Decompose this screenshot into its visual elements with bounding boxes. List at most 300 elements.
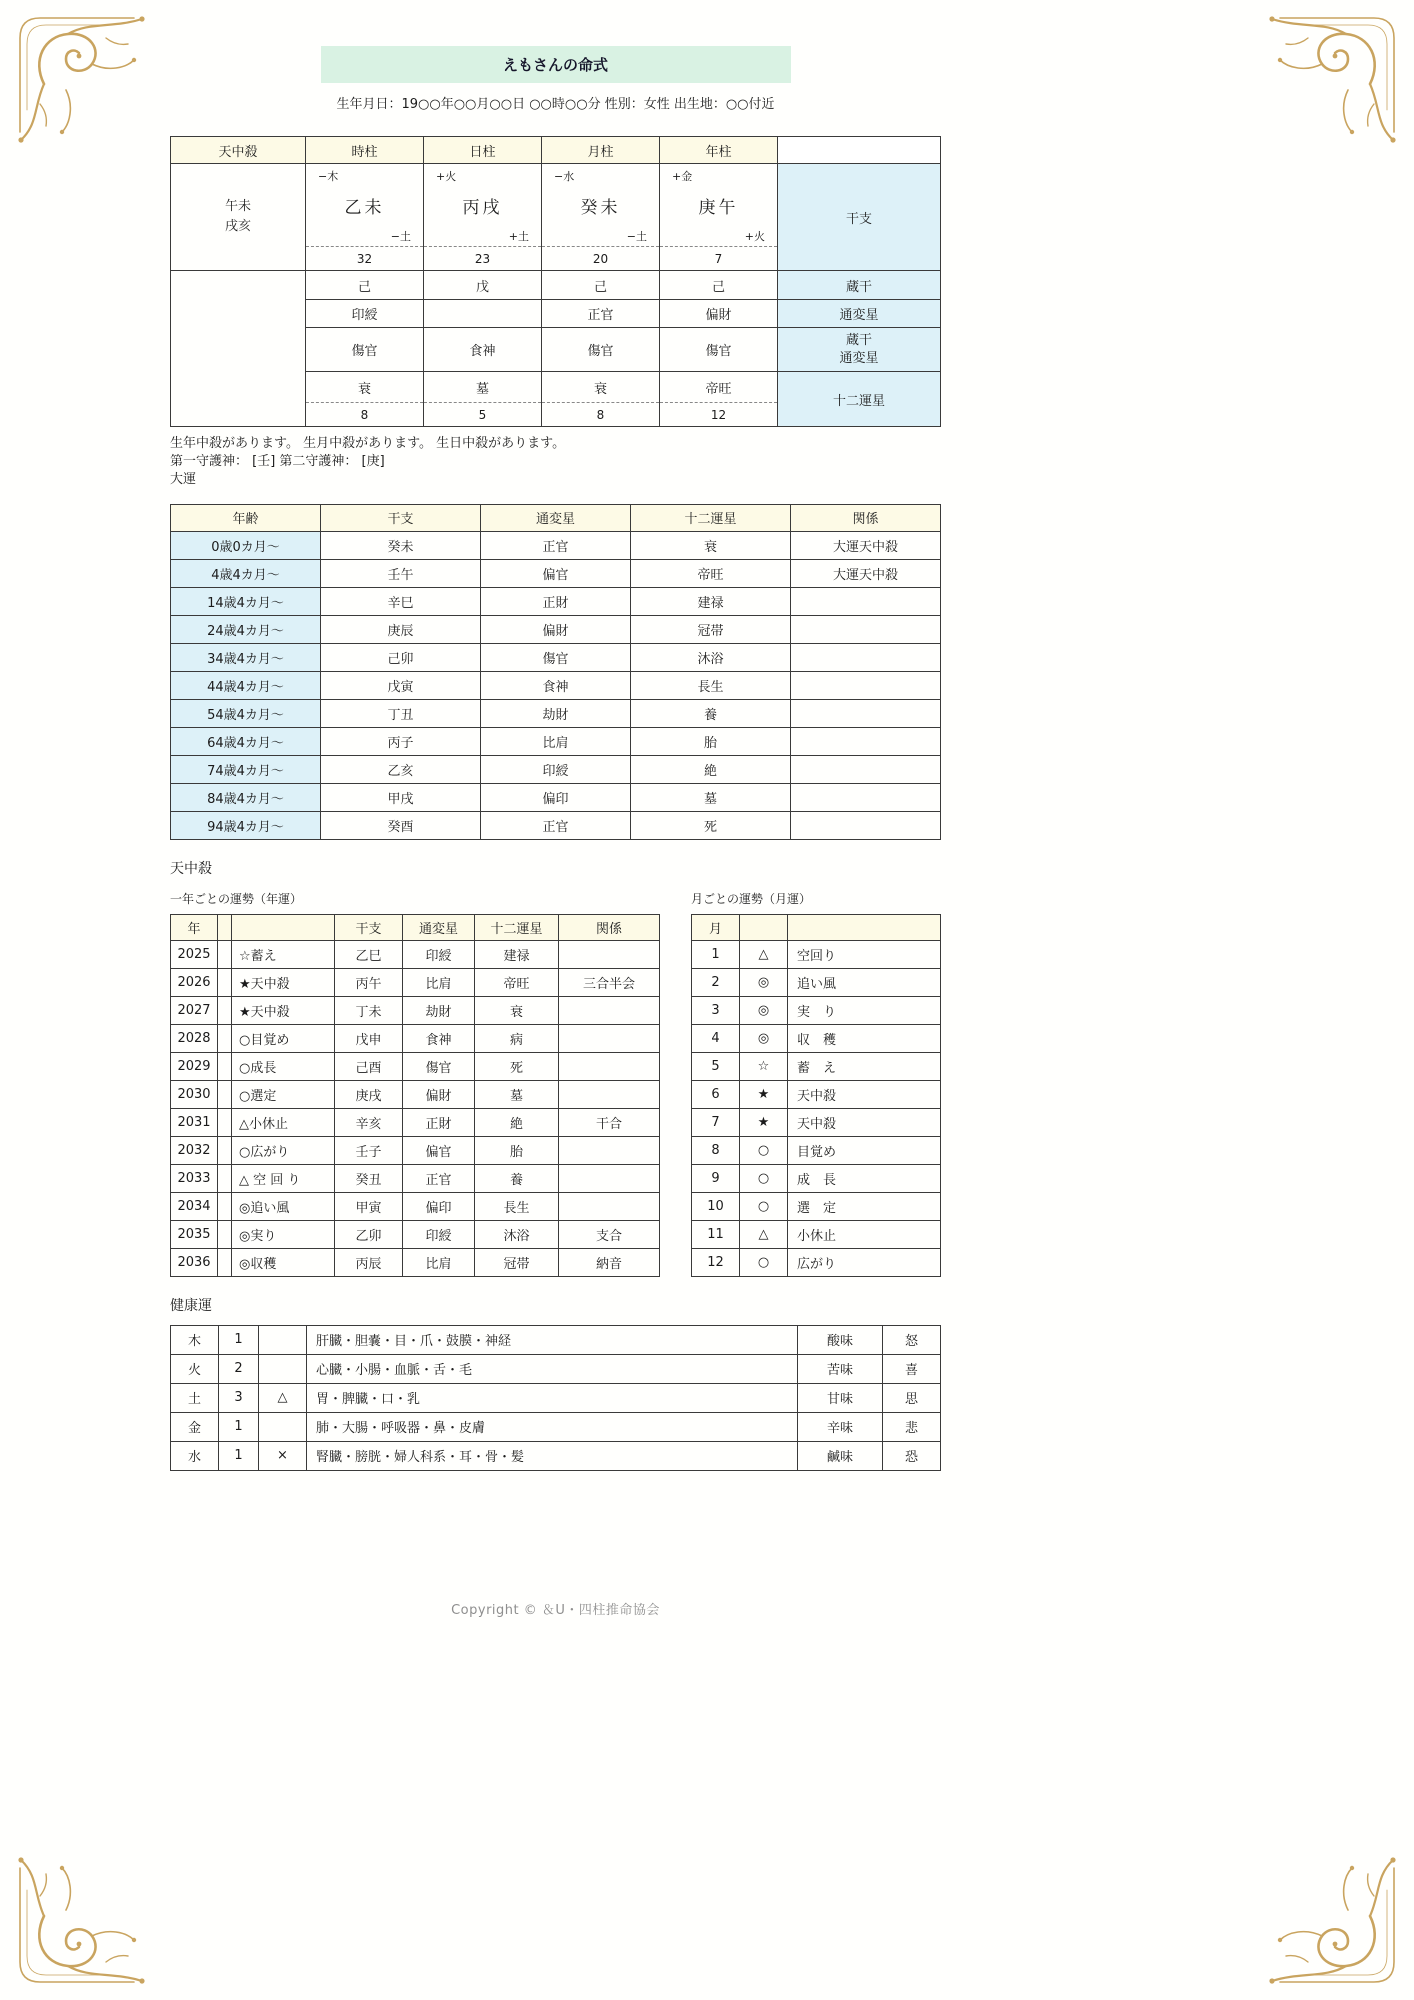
taiun-table bbox=[170, 504, 941, 840]
tenchusatsu-line: 午未 bbox=[224, 198, 251, 214]
meishiki-stem-row bbox=[171, 164, 941, 247]
nenun-cell: 2025 bbox=[171, 940, 218, 968]
nenun-cell bbox=[218, 996, 232, 1024]
zokan-tsuhensei-value: 傷官 bbox=[660, 328, 778, 372]
corner-ornament-icon bbox=[1250, 12, 1400, 162]
nenun-cell: 衰 bbox=[475, 996, 559, 1024]
taiun-cell bbox=[791, 783, 941, 811]
taiun-header-cell: 年齢 bbox=[171, 504, 321, 531]
taiun-cell: 偏財 bbox=[481, 615, 631, 643]
nenun-cell bbox=[218, 1192, 232, 1220]
taiun-cell: 傷官 bbox=[481, 643, 631, 671]
nenun-cell: 絶 bbox=[475, 1108, 559, 1136]
taiun-cell: 丙子 bbox=[321, 727, 481, 755]
kenko-row bbox=[171, 1383, 941, 1412]
nenun-cell: 胎 bbox=[475, 1136, 559, 1164]
nenun-cell: 墓 bbox=[475, 1080, 559, 1108]
pillar-score: 7 bbox=[660, 247, 778, 271]
taiun-cell bbox=[791, 755, 941, 783]
nenun-cell: 傷官 bbox=[403, 1052, 475, 1080]
kenko-cell: 木 bbox=[171, 1325, 219, 1354]
nenun-cell bbox=[559, 1192, 660, 1220]
taiun-header-cell: 干支 bbox=[321, 504, 481, 531]
nenun-cell: 2030 bbox=[171, 1080, 218, 1108]
taiun-cell bbox=[791, 643, 941, 671]
taiun-cell: 4歳4カ月〜 bbox=[171, 559, 321, 587]
nenun-cell: 2033 bbox=[171, 1164, 218, 1192]
nenun-cell: 2026 bbox=[171, 968, 218, 996]
stem-branch: 乙未 bbox=[344, 198, 385, 218]
nenun-row bbox=[171, 1192, 660, 1220]
corner-ornament-icon bbox=[14, 12, 164, 162]
nenun-row bbox=[171, 1024, 660, 1052]
taiun-cell: 34歳4カ月〜 bbox=[171, 643, 321, 671]
corner-ornament-icon bbox=[14, 1838, 164, 1988]
taiun-cell: 正財 bbox=[481, 587, 631, 615]
zokan-tsuhensei-value: 食神 bbox=[424, 328, 542, 372]
taiun-cell: 辛巳 bbox=[321, 587, 481, 615]
taiun-cell: 0歳0カ月〜 bbox=[171, 531, 321, 559]
nenun-cell bbox=[218, 1164, 232, 1192]
taiun-row bbox=[171, 671, 941, 699]
element-sign: +土 bbox=[508, 230, 529, 243]
getsuun-cell: 選 定 bbox=[788, 1192, 941, 1220]
getsuun-cell: ○ bbox=[740, 1136, 788, 1164]
nenun-header-cell: 関係 bbox=[559, 914, 660, 940]
nenun-header-cell: 通変星 bbox=[403, 914, 475, 940]
nenun-cell: 偏官 bbox=[403, 1136, 475, 1164]
taiun-row bbox=[171, 531, 941, 559]
getsuun-cell: ★ bbox=[740, 1108, 788, 1136]
getsuun-cell: 目覚め bbox=[788, 1136, 941, 1164]
getsuun-cell: ○ bbox=[740, 1248, 788, 1276]
taiun-row bbox=[171, 755, 941, 783]
meishiki-zokan-row bbox=[171, 271, 941, 300]
nenun-cell: 三合半会 bbox=[559, 968, 660, 996]
taiun-cell: 胎 bbox=[631, 727, 791, 755]
getsuun-header-cell bbox=[788, 914, 941, 940]
nenun-cell: ○選定 bbox=[232, 1080, 335, 1108]
taiun-cell: 沐浴 bbox=[631, 643, 791, 671]
kenko-cell: 辛味 bbox=[798, 1412, 883, 1441]
nenun-cell: ★天中殺 bbox=[232, 996, 335, 1024]
nenun-table bbox=[170, 914, 660, 1277]
nenun-cell: 乙巳 bbox=[335, 940, 403, 968]
getsuun-header-cell: 月 bbox=[692, 914, 740, 940]
getsuun-cell: 7 bbox=[692, 1108, 740, 1136]
taiun-cell: 庚辰 bbox=[321, 615, 481, 643]
getsuun-cell: 8 bbox=[692, 1136, 740, 1164]
row-label-zokan-tsuhensei bbox=[778, 328, 941, 372]
element-sign: +火 bbox=[744, 230, 765, 243]
nenun-cell: 死 bbox=[475, 1052, 559, 1080]
kenko-cell bbox=[259, 1354, 307, 1383]
element-sign: −木 bbox=[318, 170, 339, 183]
taiun-cell: 偏印 bbox=[481, 783, 631, 811]
kenko-cell: 甘味 bbox=[798, 1383, 883, 1412]
getsuun-cell: 3 bbox=[692, 996, 740, 1024]
nenun-cell: 2028 bbox=[171, 1024, 218, 1052]
getsuun-cell: 実 り bbox=[788, 996, 941, 1024]
taiun-cell: 死 bbox=[631, 811, 791, 839]
taiun-row bbox=[171, 811, 941, 839]
meishiki-header-month-pillar: 月柱 bbox=[542, 137, 660, 164]
nenun-cell bbox=[559, 1024, 660, 1052]
nenun-cell bbox=[559, 1136, 660, 1164]
row-label-junisei: 十二運星 bbox=[778, 372, 941, 427]
meishiki-header-row bbox=[171, 137, 941, 164]
pillar-cell-day bbox=[424, 164, 542, 247]
getsuun-row bbox=[692, 1052, 941, 1080]
kenko-cell: 火 bbox=[171, 1354, 219, 1383]
nenun-cell: 養 bbox=[475, 1164, 559, 1192]
kenko-cell: 腎臓・膀胱・婦人科系・耳・骨・髪 bbox=[307, 1441, 798, 1470]
kenko-section-heading: 健康運 bbox=[170, 1297, 212, 1314]
page-title: えもさんの命式 bbox=[321, 46, 791, 83]
getsuun-cell: 空回り bbox=[788, 940, 941, 968]
getsuun-cell: 収 穫 bbox=[788, 1024, 941, 1052]
element-sign: +金 bbox=[672, 170, 693, 183]
taiun-heading: 大運 bbox=[170, 472, 197, 488]
kenko-cell: 心臓・小腸・血脈・舌・毛 bbox=[307, 1354, 798, 1383]
nenun-row bbox=[171, 1164, 660, 1192]
taiun-cell: 印綬 bbox=[481, 755, 631, 783]
tsuhensei-value: 偏財 bbox=[660, 300, 778, 328]
nenun-cell bbox=[218, 1080, 232, 1108]
kenko-cell: 土 bbox=[171, 1383, 219, 1412]
kenko-cell: 鹹味 bbox=[798, 1441, 883, 1470]
kenko-cell: 肺・大腸・呼吸器・鼻・皮膚 bbox=[307, 1412, 798, 1441]
nenun-cell bbox=[218, 968, 232, 996]
kenko-row bbox=[171, 1325, 941, 1354]
nenun-cell: 沐浴 bbox=[475, 1220, 559, 1248]
nenun-cell bbox=[218, 940, 232, 968]
getsuun-row bbox=[692, 1248, 941, 1276]
tenchusatsu-value-cell bbox=[171, 164, 306, 271]
kenko-row bbox=[171, 1354, 941, 1383]
nenun-cell: 劫財 bbox=[403, 996, 475, 1024]
getsuun-cell: 成 長 bbox=[788, 1164, 941, 1192]
nenun-header-cell bbox=[232, 914, 335, 940]
getsuun-cell: 小休止 bbox=[788, 1220, 941, 1248]
taiun-cell: 大運天中殺 bbox=[791, 559, 941, 587]
pillar-cell-year bbox=[660, 164, 778, 247]
zokan-value: 己 bbox=[306, 271, 424, 300]
nenun-cell: 2036 bbox=[171, 1248, 218, 1276]
nenun-row bbox=[171, 1052, 660, 1080]
nenun-cell: 納音 bbox=[559, 1248, 660, 1276]
getsuun-cell: ○ bbox=[740, 1164, 788, 1192]
pillar-score: 32 bbox=[306, 247, 424, 271]
taiun-row bbox=[171, 783, 941, 811]
tenchusatsu-line: 戌亥 bbox=[224, 219, 251, 234]
getsuun-cell: 2 bbox=[692, 968, 740, 996]
copyright-footer: Copyright © ＆U・四柱推命協会 bbox=[451, 1602, 660, 1618]
notes-block bbox=[170, 435, 941, 490]
getsuun-cell: 1 bbox=[692, 940, 740, 968]
junisei-score: 5 bbox=[424, 403, 542, 427]
nenun-row bbox=[171, 996, 660, 1024]
kenko-cell: 胃・脾臓・口・乳 bbox=[307, 1383, 798, 1412]
getsuun-cell: 11 bbox=[692, 1220, 740, 1248]
taiun-cell: 甲戌 bbox=[321, 783, 481, 811]
getsuun-cell: 4 bbox=[692, 1024, 740, 1052]
taiun-row bbox=[171, 727, 941, 755]
getsuun-caption: 月ごとの運勢（月運） bbox=[691, 891, 812, 906]
zokan-tsuhensei-value: 傷官 bbox=[542, 328, 660, 372]
nenun-row bbox=[171, 968, 660, 996]
note-chusatsu: 生年中殺があります。 生月中殺があります。 生日中殺があります。 bbox=[170, 436, 566, 451]
junisei-value: 墓 bbox=[424, 372, 542, 403]
taiun-cell: 丁丑 bbox=[321, 699, 481, 727]
kenko-cell: 怒 bbox=[883, 1325, 941, 1354]
taiun-header-cell: 十二運星 bbox=[631, 504, 791, 531]
nenun-cell bbox=[218, 1024, 232, 1052]
taiun-header-row bbox=[171, 504, 941, 531]
element-sign: −土 bbox=[390, 230, 411, 243]
taiun-cell: 74歳4カ月〜 bbox=[171, 755, 321, 783]
taiun-cell: 癸未 bbox=[321, 531, 481, 559]
getsuun-cell: 広がり bbox=[788, 1248, 941, 1276]
row-label-tsuhensei: 通変星 bbox=[778, 300, 941, 328]
nenun-cell: △小休止 bbox=[232, 1108, 335, 1136]
kenko-cell: 恐 bbox=[883, 1441, 941, 1470]
taiun-cell: 乙亥 bbox=[321, 755, 481, 783]
nenun-cell: 印綬 bbox=[403, 940, 475, 968]
nenun-cell bbox=[559, 1080, 660, 1108]
nenun-cell: 偏印 bbox=[403, 1192, 475, 1220]
taiun-cell bbox=[791, 811, 941, 839]
getsuun-cell: 蓄 え bbox=[788, 1052, 941, 1080]
taiun-cell: 衰 bbox=[631, 531, 791, 559]
getsuun-row bbox=[692, 940, 941, 968]
nenun-cell: 病 bbox=[475, 1024, 559, 1052]
getsuun-cell: 10 bbox=[692, 1192, 740, 1220]
taiun-cell: 24歳4カ月〜 bbox=[171, 615, 321, 643]
element-sign: +火 bbox=[436, 170, 457, 183]
junisei-score: 8 bbox=[306, 403, 424, 427]
nenun-cell: 比肩 bbox=[403, 968, 475, 996]
nenun-cell: 長生 bbox=[475, 1192, 559, 1220]
nenun-cell: △ 空 回 り bbox=[232, 1164, 335, 1192]
kenko-cell: 苦味 bbox=[798, 1354, 883, 1383]
meishiki-header-year-pillar: 年柱 bbox=[660, 137, 778, 164]
nenun-header-row bbox=[171, 914, 660, 940]
junisei-value: 帝旺 bbox=[660, 372, 778, 403]
nenun-cell: 戊申 bbox=[335, 1024, 403, 1052]
nenun-cell: 比肩 bbox=[403, 1248, 475, 1276]
nenun-cell: 丁未 bbox=[335, 996, 403, 1024]
taiun-cell: 養 bbox=[631, 699, 791, 727]
nenun-cell: ◎収穫 bbox=[232, 1248, 335, 1276]
zokan-value: 戊 bbox=[424, 271, 542, 300]
getsuun-cell: 9 bbox=[692, 1164, 740, 1192]
taiun-cell bbox=[791, 727, 941, 755]
getsuun-cell: ☆ bbox=[740, 1052, 788, 1080]
taiun-cell: 長生 bbox=[631, 671, 791, 699]
nenun-cell: 壬子 bbox=[335, 1136, 403, 1164]
meishiki-header-tenchusatsu: 天中殺 bbox=[171, 137, 306, 164]
nenun-cell: 乙卯 bbox=[335, 1220, 403, 1248]
nenun-cell: ☆蓄え bbox=[232, 940, 335, 968]
getsuun-cell: ◎ bbox=[740, 1024, 788, 1052]
kenko-cell: × bbox=[259, 1441, 307, 1470]
nenun-cell bbox=[559, 1052, 660, 1080]
nenun-cell: 正財 bbox=[403, 1108, 475, 1136]
taiun-cell: 墓 bbox=[631, 783, 791, 811]
taiun-cell: 84歳4カ月〜 bbox=[171, 783, 321, 811]
kenko-cell bbox=[259, 1412, 307, 1441]
nenun-cell: 辛亥 bbox=[335, 1108, 403, 1136]
row-label-kanshi: 干支 bbox=[778, 164, 941, 271]
nenun-row bbox=[171, 1080, 660, 1108]
getsuun-cell: △ bbox=[740, 940, 788, 968]
nenun-cell: 支合 bbox=[559, 1220, 660, 1248]
nenun-cell: 癸丑 bbox=[335, 1164, 403, 1192]
nenun-caption: 一年ごとの運勢（年運） bbox=[170, 891, 303, 906]
taiun-cell: 癸酉 bbox=[321, 811, 481, 839]
getsuun-column bbox=[691, 890, 941, 1277]
kenko-table bbox=[170, 1325, 941, 1471]
taiun-row bbox=[171, 587, 941, 615]
taiun-cell bbox=[791, 671, 941, 699]
kenko-cell: 悲 bbox=[883, 1412, 941, 1441]
getsuun-cell: 6 bbox=[692, 1080, 740, 1108]
taiun-cell bbox=[791, 699, 941, 727]
kenko-cell: 肝臓・胆嚢・目・爪・鼓膜・神経 bbox=[307, 1325, 798, 1354]
getsuun-cell: △ bbox=[740, 1220, 788, 1248]
taiun-cell: 偏官 bbox=[481, 559, 631, 587]
nenun-cell: 丙辰 bbox=[335, 1248, 403, 1276]
getsuun-row bbox=[692, 1024, 941, 1052]
getsuun-row bbox=[692, 1192, 941, 1220]
tenchusatsu-section-heading: 天中殺 bbox=[170, 860, 212, 877]
taiun-cell bbox=[791, 615, 941, 643]
taiun-row bbox=[171, 559, 941, 587]
taiun-header-cell: 関係 bbox=[791, 504, 941, 531]
kenko-cell bbox=[259, 1325, 307, 1354]
junisei-score: 12 bbox=[660, 403, 778, 427]
element-sign: −水 bbox=[554, 170, 575, 183]
kenko-cell: 酸味 bbox=[798, 1325, 883, 1354]
meishiki-left-spacer bbox=[171, 271, 306, 427]
getsuun-row bbox=[692, 1136, 941, 1164]
pillar-cell-month bbox=[542, 164, 660, 247]
kenko-cell: 1 bbox=[219, 1325, 259, 1354]
nenun-cell bbox=[559, 940, 660, 968]
taiun-cell: 劫財 bbox=[481, 699, 631, 727]
nenun-cell: 甲寅 bbox=[335, 1192, 403, 1220]
stem-branch: 庚午 bbox=[698, 198, 739, 218]
nenun-cell: 2031 bbox=[171, 1108, 218, 1136]
taiun-cell: 比肩 bbox=[481, 727, 631, 755]
kenko-cell: 水 bbox=[171, 1441, 219, 1470]
element-sign: −土 bbox=[626, 230, 647, 243]
nenun-cell bbox=[218, 1220, 232, 1248]
nenun-cell: 正官 bbox=[403, 1164, 475, 1192]
pillar-cell-hour bbox=[306, 164, 424, 247]
getsuun-cell: ◎ bbox=[740, 968, 788, 996]
pillar-score: 20 bbox=[542, 247, 660, 271]
taiun-cell: 正官 bbox=[481, 531, 631, 559]
getsuun-row bbox=[692, 1080, 941, 1108]
nenun-header-cell: 十二運星 bbox=[475, 914, 559, 940]
nenun-cell: 2029 bbox=[171, 1052, 218, 1080]
nenun-cell: ◎実り bbox=[232, 1220, 335, 1248]
stem-branch: 癸未 bbox=[580, 198, 621, 218]
birth-info: 生年月日：19○○年○○月○○日 ○○時○○分 性別：女性 出生地：○○付近 bbox=[336, 97, 775, 112]
kenko-cell: 思 bbox=[883, 1383, 941, 1412]
taiun-cell: 己卯 bbox=[321, 643, 481, 671]
nenun-cell: 2035 bbox=[171, 1220, 218, 1248]
taiun-row bbox=[171, 615, 941, 643]
taiun-cell: 冠帯 bbox=[631, 615, 791, 643]
nenun-cell: 冠帯 bbox=[475, 1248, 559, 1276]
nenun-cell: 2034 bbox=[171, 1192, 218, 1220]
row-label-line: 通変星 bbox=[839, 350, 879, 366]
getsuun-row bbox=[692, 1164, 941, 1192]
getsuun-header-cell bbox=[740, 914, 788, 940]
zokan-value: 己 bbox=[542, 271, 660, 300]
taiun-header-cell: 通変星 bbox=[481, 504, 631, 531]
row-label-line: 蔵干 bbox=[845, 332, 872, 348]
nenun-cell: 偏財 bbox=[403, 1080, 475, 1108]
kenko-cell: 3 bbox=[219, 1383, 259, 1412]
nenun-cell bbox=[218, 1248, 232, 1276]
meishiki-header-blank bbox=[778, 137, 941, 164]
getsuun-row bbox=[692, 968, 941, 996]
pillar-score: 23 bbox=[424, 247, 542, 271]
row-label-zokan: 蔵干 bbox=[778, 271, 941, 300]
nenun-row bbox=[171, 1136, 660, 1164]
nenun-cell bbox=[559, 1164, 660, 1192]
nenun-row bbox=[171, 1248, 660, 1276]
taiun-cell: 絶 bbox=[631, 755, 791, 783]
getsuun-cell: ★ bbox=[740, 1080, 788, 1108]
nenun-cell: ○成長 bbox=[232, 1052, 335, 1080]
getsuun-header-row bbox=[692, 914, 941, 940]
taiun-cell: 戊寅 bbox=[321, 671, 481, 699]
nenun-header-cell bbox=[218, 914, 232, 940]
nenun-cell: 庚戌 bbox=[335, 1080, 403, 1108]
getsuun-table bbox=[691, 914, 941, 1277]
stem-branch: 丙戌 bbox=[462, 198, 503, 218]
nenun-cell: ★天中殺 bbox=[232, 968, 335, 996]
nenun-row bbox=[171, 940, 660, 968]
note-guardians: 第一守護神： [壬] 第二守護神： [庚] bbox=[170, 454, 385, 470]
nenun-cell: 建禄 bbox=[475, 940, 559, 968]
nenun-cell: 帝旺 bbox=[475, 968, 559, 996]
nenun-cell bbox=[559, 996, 660, 1024]
taiun-cell: 食神 bbox=[481, 671, 631, 699]
kenko-row bbox=[171, 1412, 941, 1441]
getsuun-cell: 5 bbox=[692, 1052, 740, 1080]
taiun-cell: 帝旺 bbox=[631, 559, 791, 587]
kenko-cell: 1 bbox=[219, 1412, 259, 1441]
getsuun-cell: 天中殺 bbox=[788, 1108, 941, 1136]
getsuun-cell: ◎ bbox=[740, 996, 788, 1024]
nenun-cell: 2027 bbox=[171, 996, 218, 1024]
nenun-header-cell: 年 bbox=[171, 914, 218, 940]
nenun-cell: 己酉 bbox=[335, 1052, 403, 1080]
taiun-cell: 大運天中殺 bbox=[791, 531, 941, 559]
nenun-cell bbox=[218, 1136, 232, 1164]
kenko-cell: 喜 bbox=[883, 1354, 941, 1383]
kenko-cell: 1 bbox=[219, 1441, 259, 1470]
nenun-cell: 2032 bbox=[171, 1136, 218, 1164]
nenun-cell: 印綬 bbox=[403, 1220, 475, 1248]
getsuun-row bbox=[692, 1220, 941, 1248]
